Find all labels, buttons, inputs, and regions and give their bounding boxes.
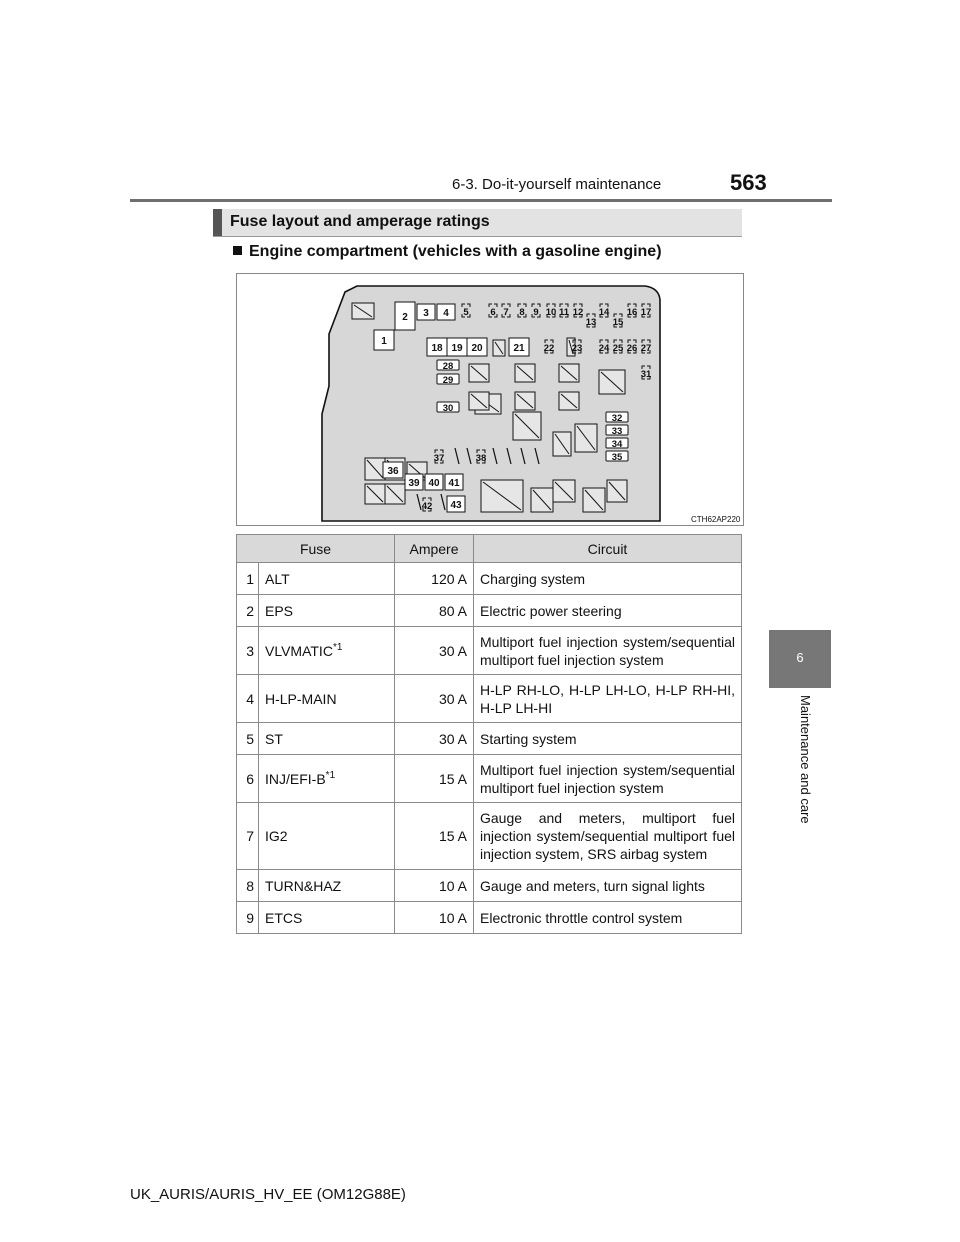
fuse-label: 24: [598, 343, 610, 354]
chapter-title: Maintenance and care: [798, 695, 813, 824]
running-header-section: 6-3. Do-it-yourself maintenance: [452, 176, 662, 193]
fuse-circuit: Gauge and meters, turn signal lights: [474, 870, 742, 902]
table-row: [237, 902, 742, 934]
fuse-name: IG2: [259, 803, 395, 870]
fuse-box-drawing: [237, 274, 743, 525]
fuse-circuit: Multiport fuel injection system/sequential multiport fuel injection system: [474, 755, 742, 803]
fuse-ampere: 30 A: [395, 723, 474, 755]
fuse-number: 6: [237, 755, 259, 803]
fuse-label: 34: [611, 439, 623, 450]
fuse-ampere: 120 A: [395, 563, 474, 595]
fuse-label: 26: [626, 343, 638, 354]
fuse-number: 7: [237, 803, 259, 870]
header-circuit: Circuit: [474, 535, 742, 563]
fuse-ampere: 15 A: [395, 803, 474, 870]
fuse-label: 20: [471, 343, 483, 354]
diagram-code: CTH62AP220: [691, 515, 741, 524]
footnote-marker: *1: [332, 642, 343, 653]
fuse-label: 5: [463, 307, 469, 318]
fuse-label: 6: [490, 307, 496, 318]
fuse-label: 21: [513, 343, 525, 354]
fuse-label: 42: [421, 501, 433, 512]
table-row: [237, 755, 742, 803]
section-marker: [213, 209, 222, 236]
table-row: [237, 723, 742, 755]
fuse-label: 9: [533, 307, 539, 318]
fuse-label: 33: [611, 426, 623, 437]
fuse-label: 18: [431, 343, 443, 354]
table-row: [237, 675, 742, 723]
fuse-label: 40: [428, 478, 440, 489]
fuse-label: 39: [408, 478, 420, 489]
chapter-side-label: [800, 695, 820, 855]
fuse-label: 13: [585, 317, 597, 328]
fuse-name: VLVMATIC$^{*1}$: [259, 627, 395, 675]
table-row: [237, 563, 742, 595]
subheading: [233, 243, 662, 261]
fuse-box-diagram: [236, 273, 744, 526]
fuse-label: 11: [558, 307, 570, 318]
fuse-number: 8: [237, 870, 259, 902]
fuse-ampere: 10 A: [395, 870, 474, 902]
fuse-label: 43: [450, 500, 462, 511]
fuse-label: 19: [451, 343, 463, 354]
fuse-label: 27: [640, 343, 652, 354]
fuse-name: ALT: [259, 563, 395, 595]
footnote-marker: *1: [325, 770, 336, 781]
fuse-number: 5: [237, 723, 259, 755]
fuse-circuit: Electric power steering: [474, 595, 742, 627]
fuse-label: 30: [442, 403, 454, 414]
fuse-ampere: 80 A: [395, 595, 474, 627]
fuse-ampere: 30 A: [395, 627, 474, 675]
table-row: [237, 870, 742, 902]
fuse-label: 32: [611, 413, 623, 424]
section-title-bar: [213, 209, 742, 237]
fuse-label: 3: [423, 308, 429, 319]
fuse-ampere: 10 A: [395, 902, 474, 934]
fuse-number: 1: [237, 563, 259, 595]
document-code-footer: UK_AURIS/AURIS_HV_EE (OM12G88E): [130, 1186, 406, 1203]
fuse-ampere: 15 A: [395, 755, 474, 803]
fuse-label: 16: [626, 307, 638, 318]
fuse-label: 23: [571, 343, 583, 354]
chapter-tab: [769, 630, 831, 688]
fuse-label: 4: [443, 308, 449, 319]
table-row: [237, 627, 742, 675]
fuse-circuit: Gauge and meters, multiport fuel injection system/sequential multiport fuel injection system, SRS airbag system: [474, 803, 742, 870]
table-row: [237, 803, 742, 870]
fuse-label: 1: [381, 336, 387, 347]
fuse-label: 41: [448, 478, 460, 489]
fuse-name: H-LP-MAIN: [259, 675, 395, 723]
fuse-number: 2: [237, 595, 259, 627]
subheading-text: Engine compartment (vehicles with a gasoline engine): [249, 243, 662, 260]
square-bullet-icon: [233, 246, 242, 255]
fuse-circuit: H-LP RH-LO, H-LP LH-LO, H-LP RH-HI, H-LP LH-HI: [474, 675, 742, 723]
section-title: Fuse layout and amperage ratings: [230, 213, 490, 230]
fuse-label: 36: [387, 466, 399, 477]
fuse-label: 14: [598, 307, 610, 318]
fuse-label: 25: [612, 343, 624, 354]
fuse-number: 3: [237, 627, 259, 675]
page-number: 563: [730, 170, 767, 195]
fuse-circuit: Charging system: [474, 563, 742, 595]
fuse-label: 8: [519, 307, 525, 318]
header-rule: [130, 199, 832, 202]
fuse-label: 7: [503, 307, 509, 318]
fuse-label: 12: [572, 307, 584, 318]
fuse-label: 28: [442, 361, 454, 372]
fuse-name: TURN&HAZ: [259, 870, 395, 902]
table-header-row: [237, 535, 742, 563]
fuse-name: EPS: [259, 595, 395, 627]
fuse-name: ST: [259, 723, 395, 755]
fuse-circuit: Electronic throttle control system: [474, 902, 742, 934]
fuse-label: 35: [611, 452, 623, 463]
fuse-label: 37: [433, 453, 445, 464]
fuse-label: 2: [402, 312, 408, 323]
fuse-circuit: Starting system: [474, 723, 742, 755]
fuse-label: 17: [640, 307, 652, 318]
fuse-name: ETCS: [259, 902, 395, 934]
fuse-label: 38: [475, 453, 487, 464]
fuse-name: INJ/$EFI-B^{*1}$: [259, 755, 395, 803]
fuse-label: 22: [543, 343, 555, 354]
fuse-label: 29: [442, 375, 454, 386]
chapter-number: 6: [796, 650, 804, 665]
fuse-number: 4: [237, 675, 259, 723]
header-ampere: Ampere: [395, 535, 474, 563]
fuse-circuit: Multiport fuel injection system/sequential multiport fuel injection system: [474, 627, 742, 675]
fuse-label: 31: [640, 369, 652, 380]
fuse-table: [236, 534, 742, 934]
fuse-ampere: 30 A: [395, 675, 474, 723]
fuse-number: 9: [237, 902, 259, 934]
table-row: [237, 595, 742, 627]
fuse-label: 10: [545, 307, 557, 318]
fuse-label: 15: [612, 317, 624, 328]
header-fuse: Fuse: [237, 535, 395, 563]
